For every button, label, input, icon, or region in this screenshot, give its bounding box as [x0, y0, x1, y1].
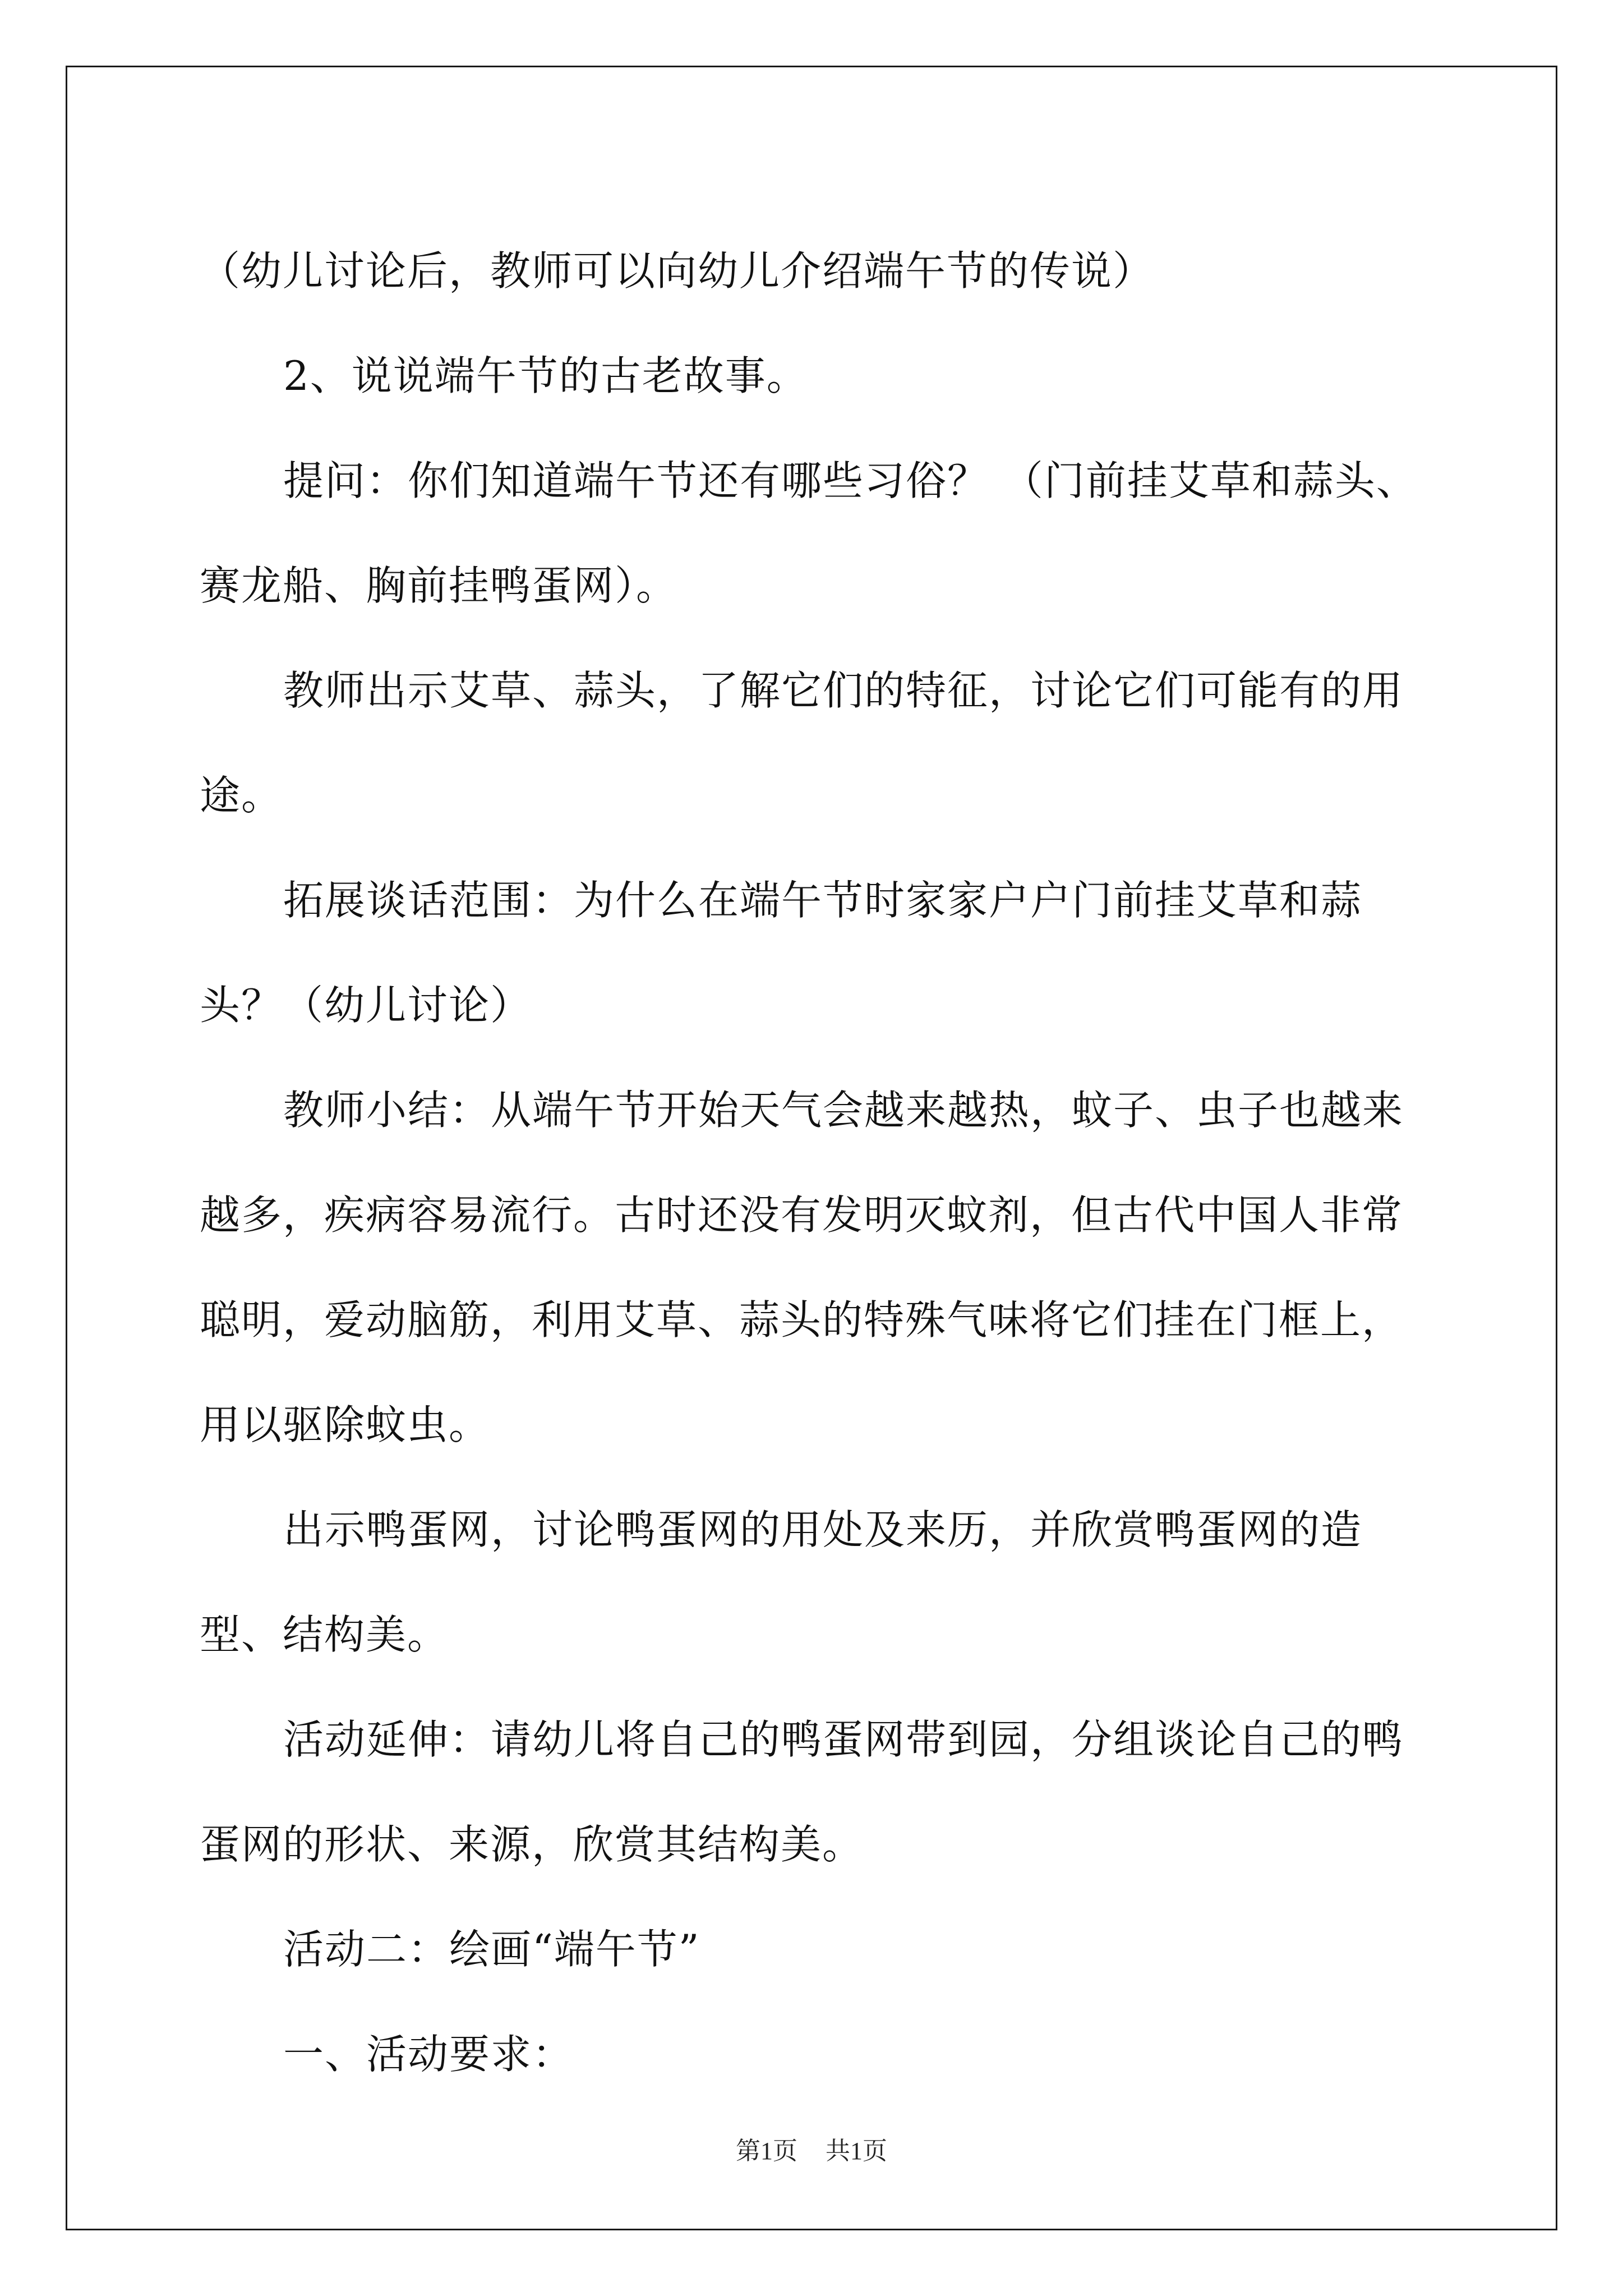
paragraph-activity-extension: 活动延伸：请幼儿将自己的鸭蛋网带到园，分组谈论自己的鸭蛋网的形状、来源，欣赏其结构美。	[200, 1716, 1404, 1868]
page-number-current: 第1页	[736, 2137, 797, 2165]
paragraph-teacher-summary: 教师小结：从端午节开始天气会越来越热，蚊子、虫子也越来越多，疾病容易流行。古时还没有发明灭蚊剂，但古代中国人非常聪明，爱动脑筋，利用艾草、蒜头的特殊气味将它们挂在门框上，用以驱除蚊虫。	[200, 1087, 1404, 1448]
paragraph-extend-topic: 拓展谈话范围：为什么在端午节时家家户户门前挂艾草和蒜头？（幼儿讨论）	[200, 877, 1363, 1029]
paragraph-activity-requirements: 一、活动要求：	[283, 2031, 574, 2078]
document-body	[200, 219, 1431, 2107]
paragraph-intro-discussion: （幼儿讨论后，教师可以向幼儿介绍端午节的传说）	[200, 247, 1155, 295]
paragraph-egg-net: 出示鸭蛋网，讨论鸭蛋网的用处及来历，并欣赏鸭蛋网的造型、结构美。	[200, 1506, 1363, 1658]
paragraph-ancient-story: 2、说说端午节的古老故事。	[283, 352, 808, 399]
paragraph-question-customs: 提问：你们知道端午节还有哪些习俗？ （门前挂艾草和蒜头、赛龙船、胸前挂鸭蛋网）。	[200, 457, 1418, 609]
paragraph-activity-two-title: 活动二：绘画“端午节”	[283, 1926, 700, 1973]
paragraph-show-herbs: 教师出示艾草、蒜头，了解它们的特征，讨论它们可能有的用途。	[200, 667, 1404, 819]
page-number-total: 共1页	[826, 2137, 887, 2165]
page-footer	[0, 2131, 1623, 2166]
